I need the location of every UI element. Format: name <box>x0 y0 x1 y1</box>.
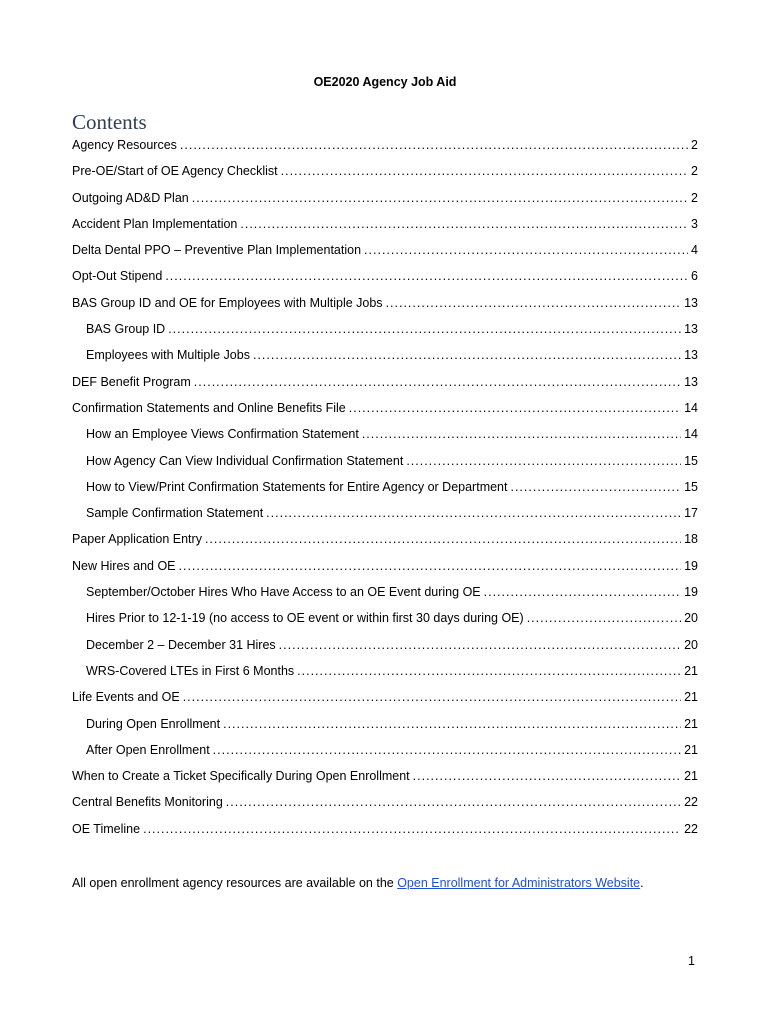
toc-entry-title: Life Events and OE <box>72 690 180 705</box>
toc-entry-title: Employees with Multiple Jobs <box>86 348 250 363</box>
contents-heading: Contents <box>72 110 147 134</box>
toc-entry[interactable] <box>72 820 698 846</box>
toc-entry-title: Opt-Out Stipend <box>72 269 163 284</box>
toc-dot-leader <box>362 425 681 443</box>
toc-entry[interactable] <box>72 741 698 767</box>
toc-dot-leader <box>297 662 681 680</box>
toc-entry[interactable] <box>72 267 698 293</box>
toc-entry-title: OE Timeline <box>72 821 141 836</box>
toc-entry[interactable] <box>72 662 698 688</box>
resources-note-period: . <box>640 876 644 890</box>
toc-entry[interactable] <box>72 793 698 819</box>
toc-entry-page: 20 <box>684 637 698 652</box>
toc-dot-leader <box>183 688 681 706</box>
toc-entry[interactable] <box>72 346 698 372</box>
toc-entry-page: 6 <box>691 269 698 284</box>
toc-entry[interactable] <box>72 478 698 504</box>
toc-entry-page: 14 <box>684 427 698 442</box>
toc-entry-page: 21 <box>684 690 698 705</box>
toc-entry[interactable] <box>72 767 698 793</box>
toc-entry[interactable] <box>72 189 698 215</box>
table-of-contents <box>72 136 698 846</box>
toc-entry-page: 21 <box>684 769 698 784</box>
toc-entry-page: 13 <box>684 295 698 310</box>
toc-dot-leader <box>386 294 682 312</box>
toc-dot-leader <box>165 267 688 285</box>
toc-entry-page: 22 <box>684 795 698 810</box>
page-number: 1 <box>688 954 695 968</box>
toc-entry[interactable] <box>72 241 698 267</box>
toc-entry[interactable] <box>72 373 698 399</box>
toc-dot-leader <box>213 741 681 759</box>
toc-entry[interactable] <box>72 715 698 741</box>
toc-entry-page: 22 <box>684 821 698 836</box>
toc-entry[interactable] <box>72 583 698 609</box>
toc-dot-leader <box>226 793 681 811</box>
toc-entry-title: BAS Group ID <box>86 322 166 337</box>
toc-entry-title: Hires Prior to 12-1-19 (no access to OE event or within first 30 days during OE) <box>86 611 524 626</box>
toc-entry-page: 3 <box>691 216 698 231</box>
toc-entry-title: Pre-OE/Start of OE Agency Checklist <box>72 164 278 179</box>
resources-note <box>72 876 644 890</box>
toc-entry-title: BAS Group ID and OE for Employees with Multiple Jobs <box>72 295 383 310</box>
toc-entry-page: 15 <box>684 479 698 494</box>
toc-entry[interactable] <box>72 557 698 583</box>
toc-dot-leader <box>510 478 681 496</box>
toc-dot-leader <box>223 715 681 733</box>
toc-entry-title: How to View/Print Confirmation Statements for Entire Agency or Department <box>86 479 508 494</box>
toc-entry[interactable] <box>72 215 698 241</box>
toc-dot-leader <box>168 320 681 338</box>
toc-dot-leader <box>279 636 681 654</box>
toc-entry[interactable] <box>72 609 698 635</box>
toc-entry-page: 13 <box>684 348 698 363</box>
toc-dot-leader <box>484 583 681 601</box>
toc-entry[interactable] <box>72 399 698 425</box>
toc-entry[interactable] <box>72 452 698 478</box>
toc-entry-page: 4 <box>691 243 698 258</box>
toc-entry-page: 21 <box>684 663 698 678</box>
toc-entry-title: New Hires and OE <box>72 558 176 573</box>
toc-dot-leader <box>253 346 681 364</box>
toc-entry-title: Agency Resources <box>72 138 177 152</box>
toc-entry-title: Central Benefits Monitoring <box>72 795 223 810</box>
toc-entry[interactable] <box>72 636 698 662</box>
toc-entry-page: 21 <box>684 716 698 731</box>
toc-entry-page: 18 <box>684 532 698 547</box>
toc-dot-leader <box>413 767 681 785</box>
toc-entry-title: How Agency Can View Individual Confirmation Statement <box>86 453 404 468</box>
toc-dot-leader <box>406 452 681 470</box>
toc-entry-title: Outgoing AD&D Plan <box>72 190 189 205</box>
oe-administrators-website-link[interactable]: Open Enrollment for Administrators Website <box>397 876 641 890</box>
toc-entry-page: 13 <box>684 374 698 389</box>
toc-entry-title: After Open Enrollment <box>86 742 210 757</box>
toc-dot-leader <box>205 530 681 548</box>
toc-entry-page: 15 <box>684 453 698 468</box>
toc-entry[interactable] <box>72 294 698 320</box>
toc-entry[interactable] <box>72 320 698 346</box>
toc-entry[interactable] <box>72 504 698 530</box>
toc-entry[interactable] <box>72 162 698 188</box>
toc-entry-title: Delta Dental PPO – Preventive Plan Implementation <box>72 243 362 258</box>
toc-dot-leader <box>281 162 688 180</box>
toc-entry-title: During Open Enrollment <box>86 716 221 731</box>
toc-dot-leader <box>143 820 681 838</box>
toc-dot-leader <box>349 399 681 417</box>
toc-dot-leader <box>266 504 681 522</box>
toc-entry-page: 19 <box>684 558 698 573</box>
document-title: OE2020 Agency Job Aid <box>313 75 457 89</box>
toc-entry[interactable] <box>72 425 698 451</box>
toc-entry-page: 21 <box>684 742 698 757</box>
toc-entry-page: 19 <box>684 585 698 600</box>
toc-entry[interactable] <box>72 136 698 162</box>
toc-entry-page: 17 <box>684 506 698 521</box>
toc-entry-title: Confirmation Statements and Online Benefits File <box>72 400 346 415</box>
toc-entry-title: September/October Hires Who Have Access to an OE Event during OE <box>86 585 481 600</box>
toc-dot-leader <box>240 215 688 233</box>
toc-entry[interactable] <box>72 530 698 556</box>
toc-entry-page: 13 <box>684 322 698 337</box>
toc-entry-page: 2 <box>691 190 698 205</box>
toc-dot-leader <box>527 609 681 627</box>
toc-dot-leader <box>194 373 681 391</box>
toc-entry[interactable] <box>72 688 698 714</box>
toc-dot-leader <box>364 241 688 259</box>
toc-entry-page: 14 <box>684 400 698 415</box>
toc-entry-title: December 2 – December 31 Hires <box>86 637 276 652</box>
toc-entry-title: DEF Benefit Program <box>72 374 191 389</box>
resources-note-text: All open enrollment agency resources are available on the <box>72 876 398 890</box>
toc-entry-page: 2 <box>691 164 698 179</box>
toc-dot-leader <box>192 189 688 207</box>
toc-entry-title: Paper Application Entry <box>72 532 202 547</box>
toc-entry-title: Sample Confirmation Statement <box>86 506 264 521</box>
toc-entry-title: Accident Plan Implementation <box>72 216 238 231</box>
toc-entry-title: When to Create a Ticket Specifically During Open Enrollment <box>72 769 410 784</box>
toc-entry-page: 2 <box>691 138 698 152</box>
toc-entry-page: 20 <box>684 611 698 626</box>
toc-entry-title: How an Employee Views Confirmation Statement <box>86 427 359 442</box>
toc-dot-leader <box>180 136 688 154</box>
toc-dot-leader <box>179 557 682 575</box>
toc-entry-title: WRS-Covered LTEs in First 6 Months <box>86 663 295 678</box>
